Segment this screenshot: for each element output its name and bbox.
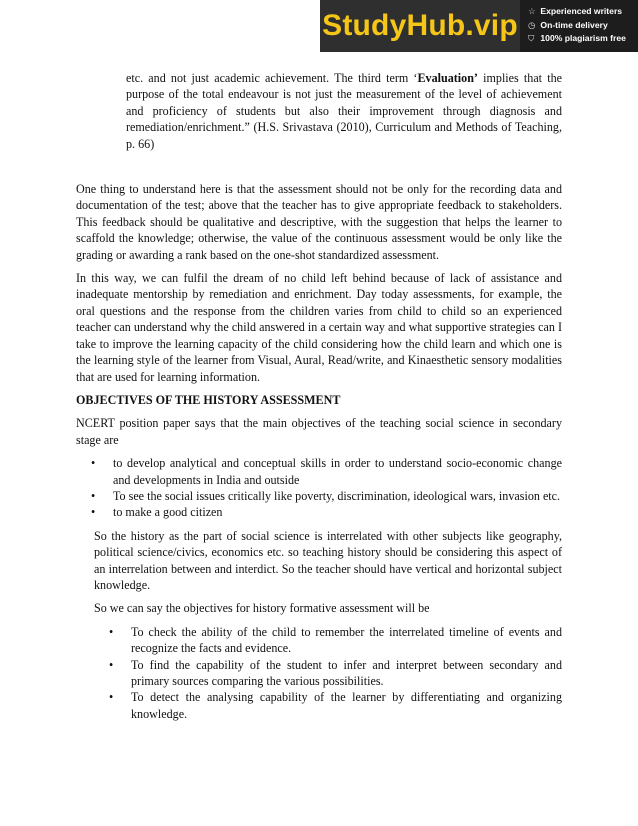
- studyhub-banner[interactable]: [320, 0, 638, 52]
- perk-item: [528, 32, 638, 46]
- perks-list: [520, 0, 638, 52]
- list-item-text: To detect the analysing capability of the learner by differentiating and organizing knowledge.: [131, 690, 562, 721]
- list-item-text: To see the social issues critically like poverty, discrimination, ideological wars, invasion etc.: [113, 488, 561, 503]
- objectives-list: [91, 455, 562, 521]
- perk-label: Experienced writers: [540, 6, 623, 16]
- paragraph: So the history as the part of social science is interrelated with other subjects like geography, political science/civics, economics etc. so teaching history should be considering this aspect of an interrelation between and interdict. So the teacher should have vertical and horizontal subject knowledge.: [94, 528, 562, 592]
- block-quote: [126, 70, 562, 152]
- list-item: [91, 455, 562, 488]
- quote-text: implies that the purpose of the total endeavour is not just the measurement of the level of achievement and proficiency of students but also their improvement through diagnosis and remediation/enrichment.” (H.S. Srivastava (2010), Curriculum and Methods of Teaching, p. 66): [126, 71, 562, 151]
- quote-text: etc. and not just academic achievement. The third term ‘: [126, 71, 418, 85]
- list-item-text: To find the capability of the student to infer and interpret between secondary and primary sources comparing the various possibilities.: [131, 657, 562, 688]
- bullet-icon: •: [109, 624, 114, 639]
- bullet-icon: •: [109, 657, 114, 672]
- document-body: [76, 70, 562, 722]
- shield-check-icon: ⛉: [528, 33, 535, 43]
- bullet-icon: •: [91, 488, 96, 503]
- list-item-text: To check the ability of the child to remember the interrelated timeline of events and recognize the facts and evidence.: [131, 624, 562, 656]
- formative-objectives-list: [109, 624, 562, 722]
- paragraph: NCERT position paper says that the main objectives of the teaching social science in secondary stage are: [76, 416, 562, 447]
- clock-icon: ◷: [528, 19, 536, 30]
- list-item: [109, 689, 562, 722]
- bullet-icon: •: [91, 456, 96, 471]
- star-icon: ☆: [528, 6, 536, 16]
- list-item-text: to make a good citizen: [113, 505, 223, 520]
- perk-item: [528, 19, 638, 33]
- bullet-icon: •: [109, 690, 114, 705]
- list-item: [109, 657, 562, 690]
- list-item: [91, 504, 562, 520]
- bullet-icon: •: [91, 505, 96, 520]
- paragraph: One thing to understand here is that the assessment should not be only for the recording data and documentation of the test; above that the teacher has to give appropriate feedback to stakeholders. This feedback should be qualitative and descriptive, with the suggestion that helps the learner to scaffold the knowledge; otherwise, the value of the continuous assessment would be only like the grading or awarding a rank based on the one-shot standardized assessment.: [76, 182, 562, 262]
- paragraph: So we can say the objectives for history formative assessment will be: [94, 601, 430, 616]
- list-item: [91, 488, 562, 504]
- perk-label: 100% plagiarism free: [540, 33, 626, 43]
- section-heading: OBJECTIVES OF THE HISTORY ASSESSMENT: [76, 392, 341, 407]
- list-item-text: to develop analytical and conceptual skills in order to understand socio-economic change and developments in India and outside: [113, 456, 562, 487]
- perk-label: On-time delivery: [540, 19, 608, 30]
- perk-item: [528, 5, 638, 19]
- studyhub-logo[interactable]: [320, 0, 520, 52]
- list-item: [109, 624, 562, 657]
- quote-bold-term: Evaluation’: [417, 71, 478, 85]
- paragraph: In this way, we can fulfil the dream of no child left behind because of lack of assistance and inadequate mentorship by remediation and enrichment. Day today assessments, for example, the oral questions and the response from the children varies from child to child so an experienced teacher can understand why the child answered in a certain way and what supportive strategies can I take to improve the learning capacity of the child considering how the child learn and which one is the learning style of the learner from Visual, Aural, Read/write, and Kinaesthetic sensory modalities that are used for learning information.: [76, 271, 562, 384]
- brand-name: StudyHub.vip: [322, 9, 518, 42]
